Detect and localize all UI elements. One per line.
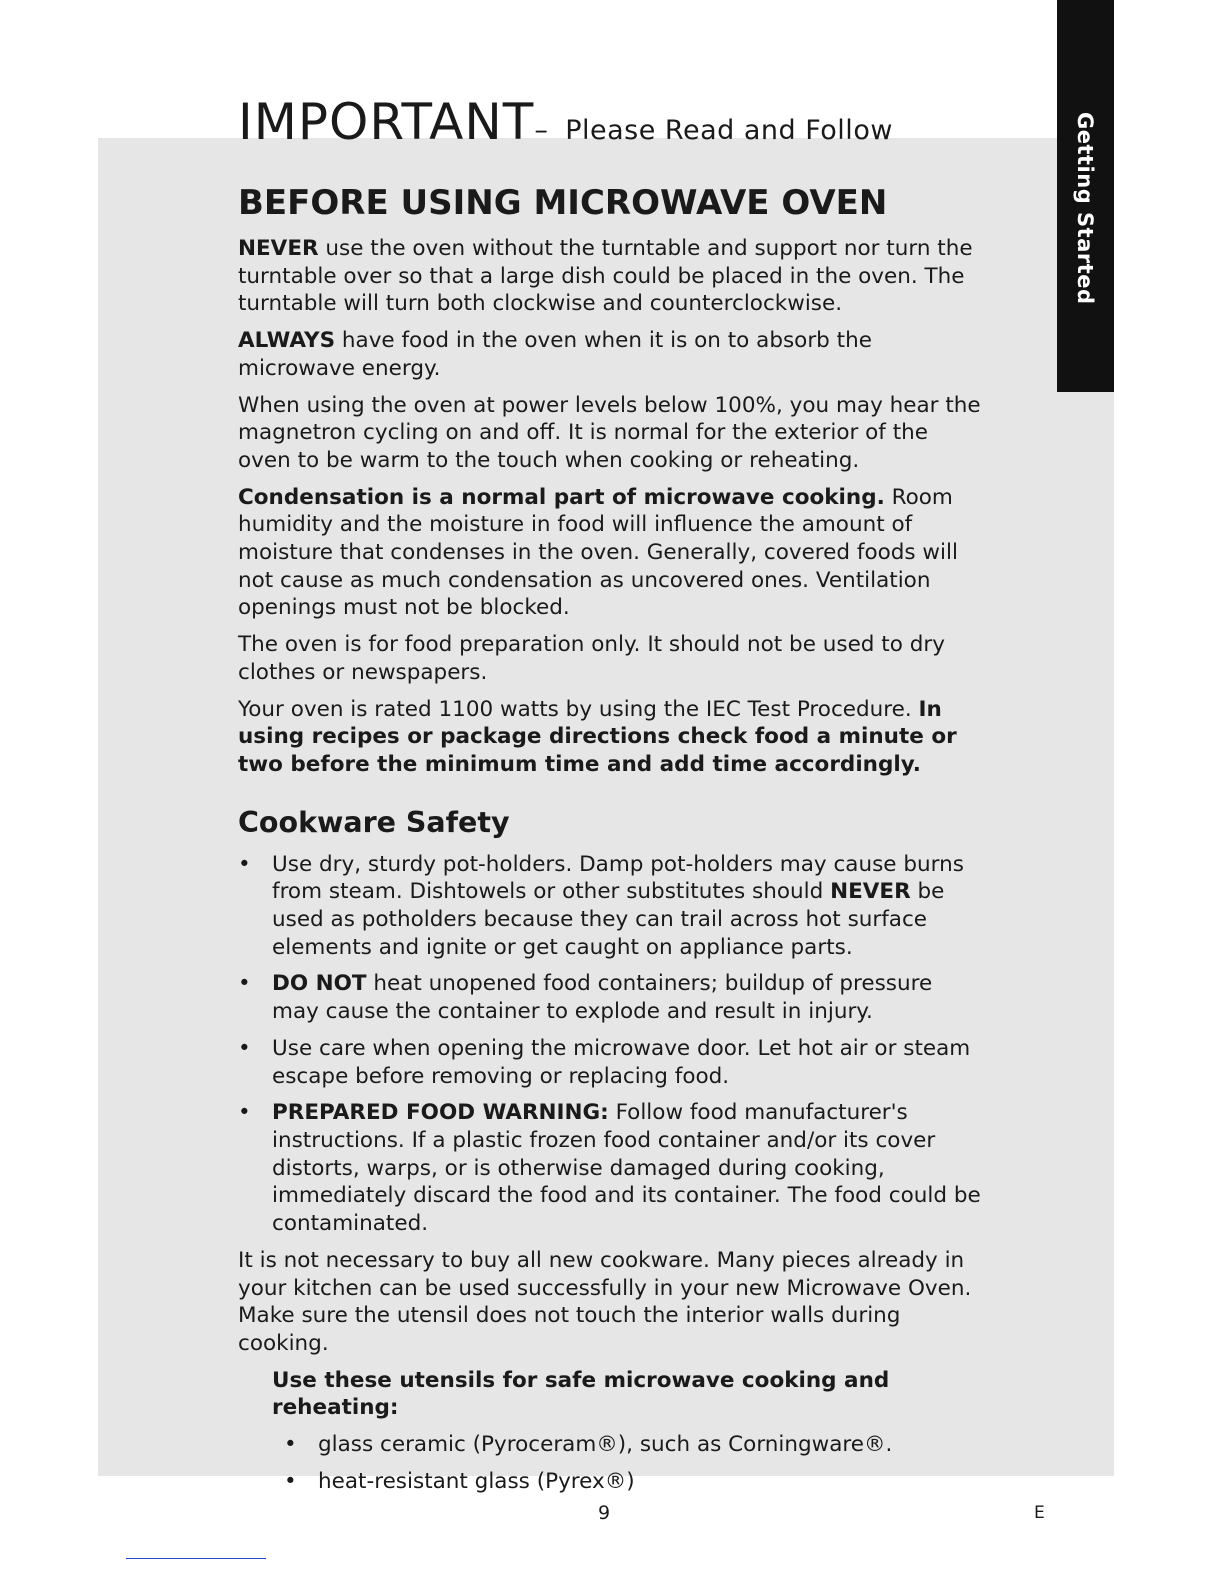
bullet-icon: •: [238, 1100, 251, 1126]
list-item-text: Follow food manufacturer's instructions. If a plastic frozen food container and/or its cover distorts, warps, or is otherwise damaged during cooking, immediately discard the food and its container. The food could be contaminated.: [272, 1100, 981, 1237]
bullet-icon: •: [238, 1035, 251, 1061]
paragraph-text: have food in the oven when it is on to absorb the microwave energy.: [238, 328, 872, 381]
list-item-emphasis: NEVER: [830, 879, 911, 905]
bullet-icon: •: [238, 851, 251, 877]
cookware-closing-paragraph: It is not necessary to buy all new cookware. Many pieces already in your kitchen can be used successfully in your new Microwave Oven. Make sure the utensil does not touch the interior walls during cooking.: [238, 1247, 972, 1356]
list-item-text: heat unopened food containers; buildup of pressure may cause the container to explode and result in injury.: [272, 971, 933, 1025]
section-heading: BEFORE USING MICROWAVE OVEN: [238, 183, 888, 223]
paragraph-food-only: [238, 631, 983, 686]
title-subtitle: Please Read and Follow: [565, 115, 893, 146]
paragraph-text: The oven is for food preparation only. It should not be used to dry clothes or newspapers.: [238, 632, 945, 685]
paragraph-never: [238, 235, 983, 318]
paragraph-text: Room humidity and the moisture in food will influence the amount of moisture that condenses in the oven. Generally, covered foods will not cause as much condensation as uncovered ones. Ventilation openings must not be blocked.: [238, 484, 958, 621]
paragraph-text: use the oven without the turntable and support nor turn the turntable over so that a large dish could be placed in the oven. The turntable will turn both clockwise and counterclockwise.: [238, 236, 973, 317]
list-item-text: Use care when opening the microwave door. Let hot air or steam escape before removing or replacing food.: [272, 1035, 971, 1089]
list-item-text: be used as potholders because they can trail across hot surface elements and ignite or get caught on appliance parts.: [272, 879, 945, 960]
footer-rule: [126, 1558, 266, 1559]
page-title: [238, 92, 983, 161]
utensils-heading: Use these utensils for safe microwave cooking and reheating:: [272, 1367, 890, 1421]
list-item-text: glass ceramic (Pyroceram®), such as Corningware®.: [318, 1432, 893, 1458]
paragraph-condensation: [238, 484, 983, 623]
paragraph-text: When using the oven at power levels below 100%, you may hear the magnetron cycling on and off. It is normal for the exterior of the oven to be warm to the touch when cooking or reheating.: [238, 392, 981, 473]
list-item-emphasis: PREPARED FOOD WARNING:: [272, 1100, 609, 1126]
cookware-safety-heading: Cookware Safety: [238, 805, 510, 839]
paragraph-always: [238, 327, 983, 382]
paragraph-emphasis: In using recipes or package directions check food a minute or two before the minimum time and add time accordingly.: [238, 696, 957, 777]
title-dash: –: [534, 115, 549, 146]
list-item-text: heat-resistant glass (Pyrex®): [318, 1468, 635, 1494]
list-item: [284, 1431, 983, 1459]
list-item: [284, 1468, 983, 1496]
cookware-safety-list: [238, 851, 983, 1238]
bullet-icon: •: [284, 1468, 297, 1494]
paragraph-emphasis: ALWAYS: [238, 328, 336, 354]
side-tab-label: Getting Started: [1073, 112, 1097, 305]
paragraph-emphasis: NEVER: [238, 236, 319, 261]
paragraph-text: Your oven is rated 1100 watts by using the IEC Test Procedure.: [238, 696, 919, 722]
bullet-icon: •: [238, 971, 251, 997]
list-item: [238, 851, 983, 962]
page-number: 9: [598, 1502, 611, 1524]
utensils-list: [238, 1431, 983, 1495]
list-item: [238, 970, 983, 1025]
paragraph-emphasis: Condensation is a normal part of microwave cooking.: [238, 484, 885, 510]
list-item-text: Use dry, sturdy pot-holders. Damp pot-holders may cause burns from steam. Dishtowels or other substitutes should: [272, 851, 964, 905]
list-item: [238, 1099, 983, 1238]
title-main: IMPORTANT: [238, 93, 535, 151]
list-item: [238, 1035, 983, 1090]
language-edition-marker: E: [1034, 1503, 1045, 1523]
paragraph-power-levels: [238, 392, 983, 475]
bullet-icon: •: [284, 1432, 297, 1458]
page-content: [238, 92, 983, 1504]
paragraph-wattage: [238, 696, 983, 779]
list-item-emphasis: DO NOT: [272, 971, 367, 997]
section-side-tab: [1057, 0, 1114, 392]
